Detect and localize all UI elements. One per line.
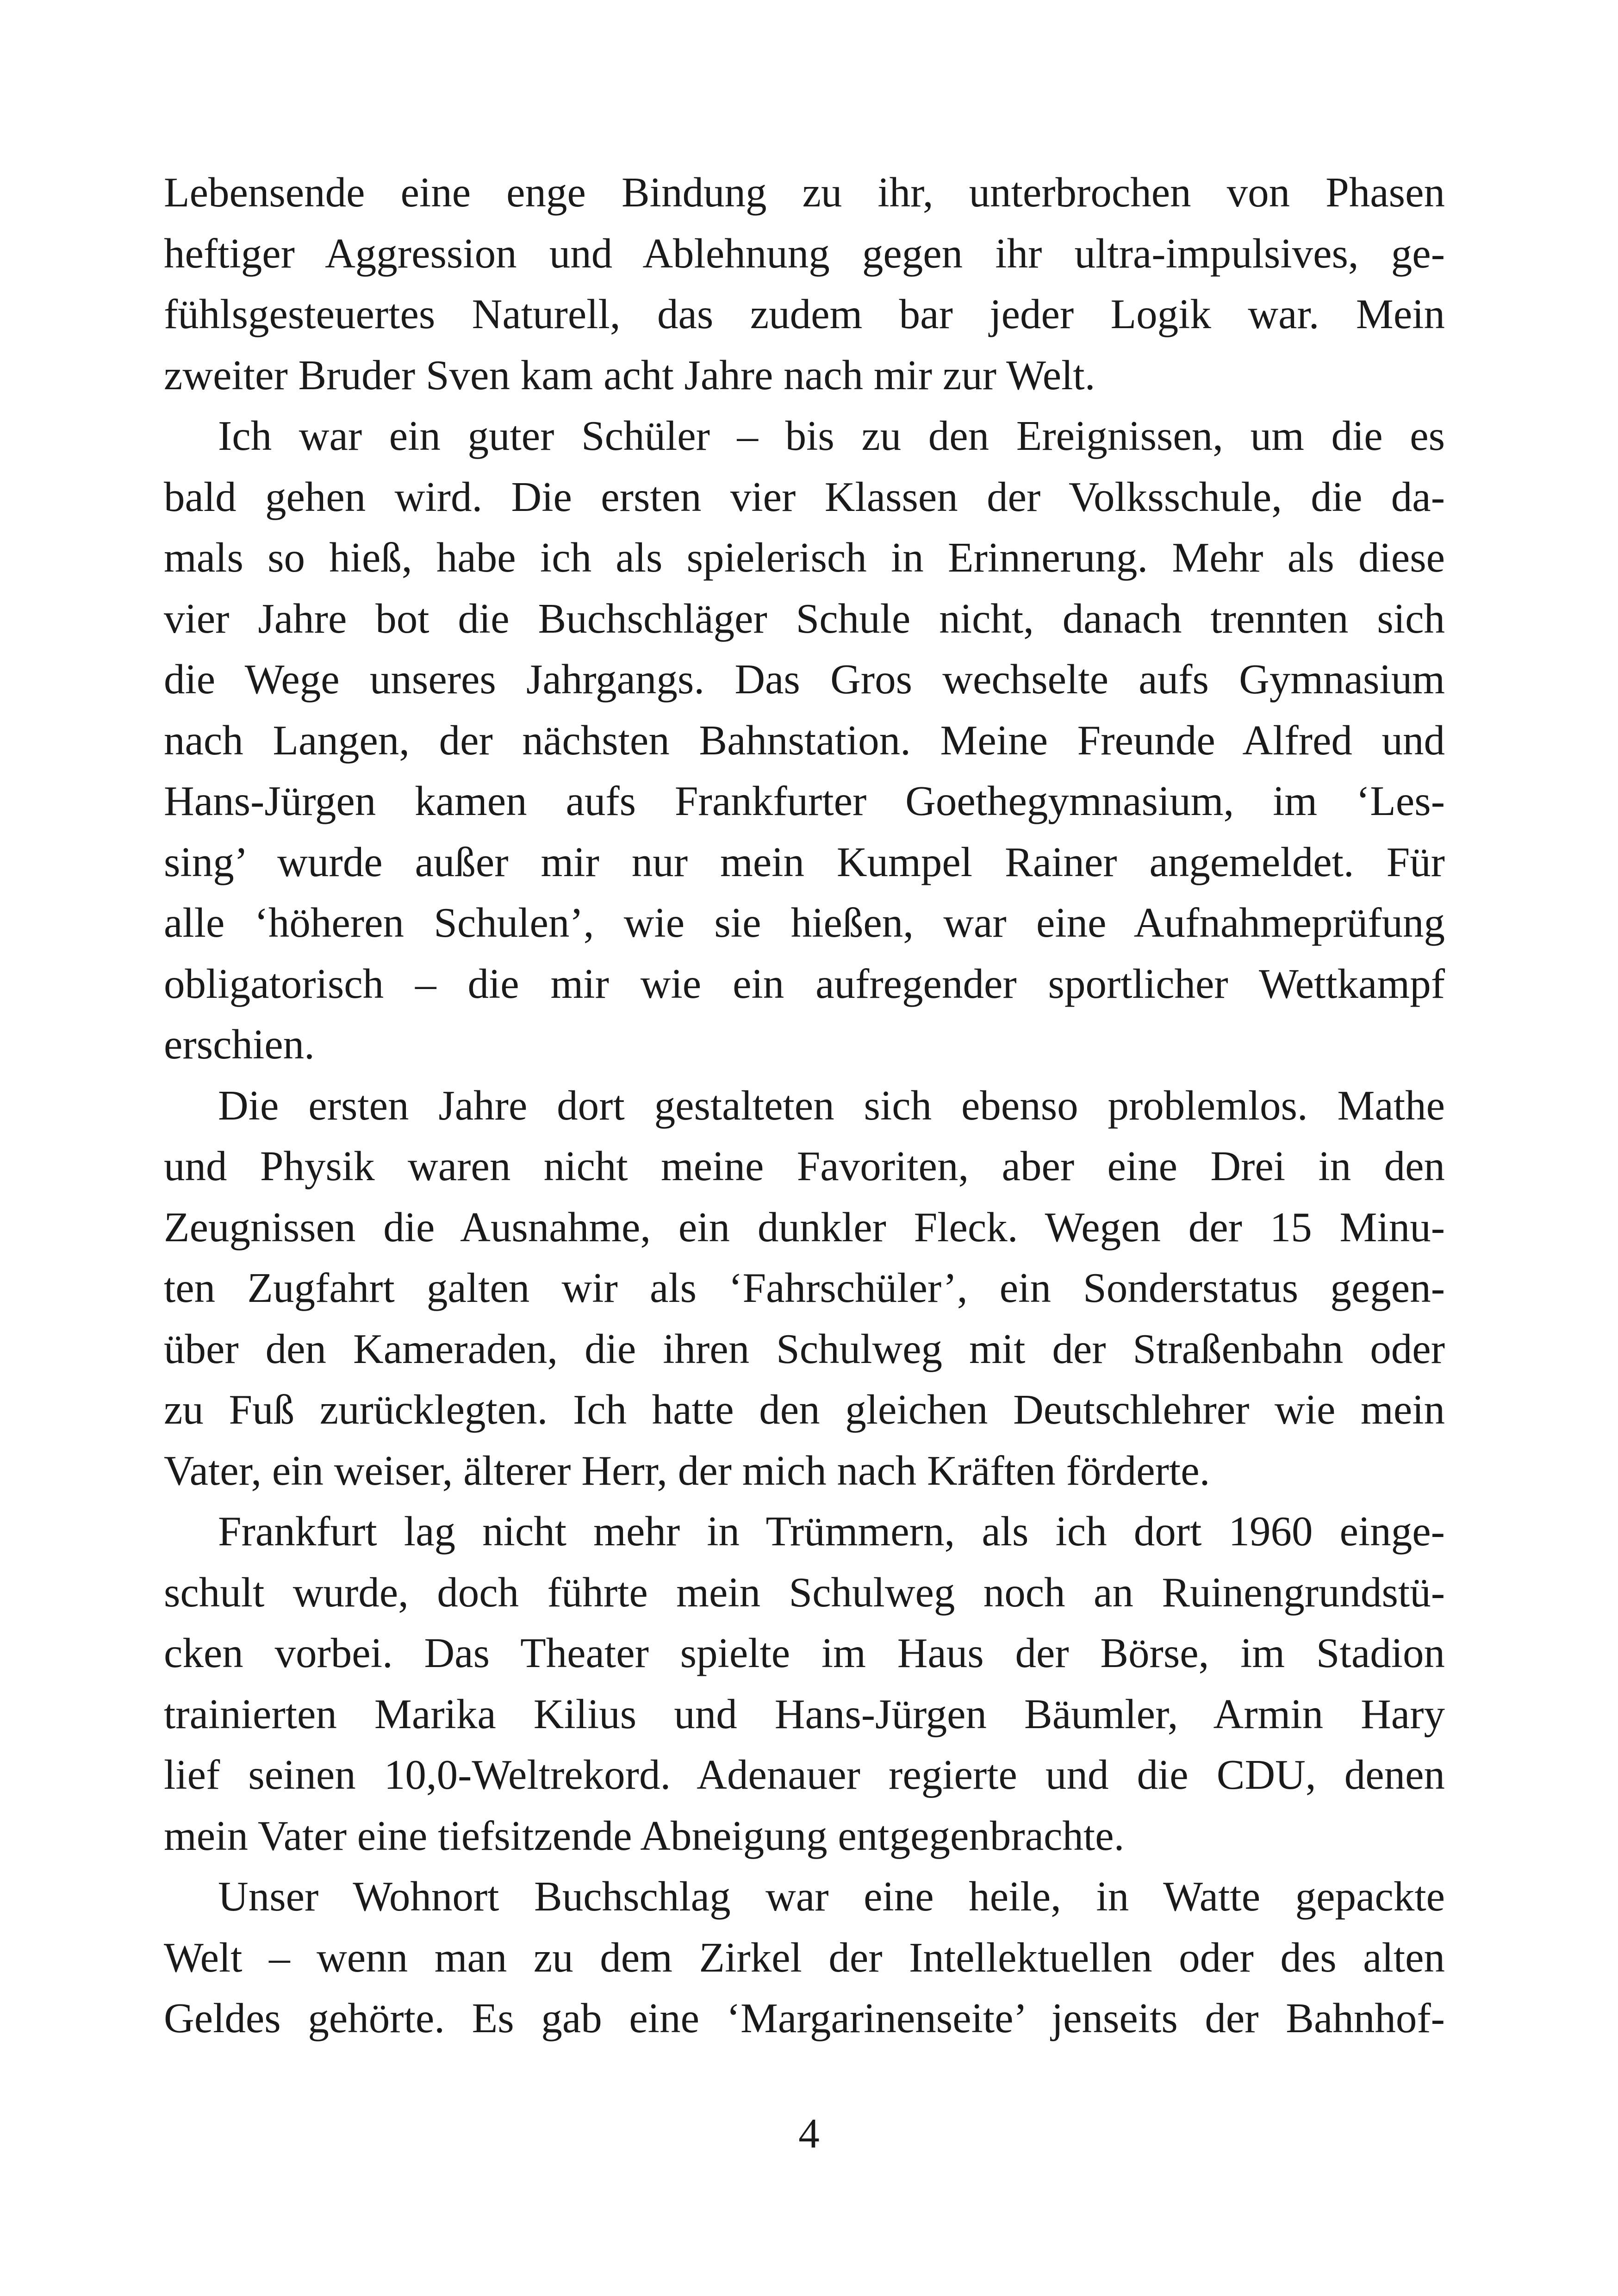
paragraph <box>164 405 1445 1075</box>
text-line: erschien. <box>164 1021 315 1068</box>
text-line: Welt – wenn man zu dem Zirkel der Intellektuellen oder des alten <box>164 1934 1445 1981</box>
text-line: schult wurde, doch führte mein Schulweg noch an Ruinengrundstü- <box>164 1568 1445 1616</box>
text-line: vier Jahre bot die Buchschläger Schule nicht, danach trennten sich <box>164 595 1445 642</box>
text-line: zu Fuß zurücklegten. Ich hatte den gleichen Deutschlehrer wie mein <box>164 1386 1445 1433</box>
text-line: bald gehen wird. Die ersten vier Klassen der Volksschule, die da- <box>164 473 1445 520</box>
body-text <box>164 162 1445 2049</box>
text-line: trainierten Marika Kilius und Hans-Jürgen Bäumler, Armin Hary <box>164 1690 1445 1737</box>
text-line: die Wege unseres Jahrgangs. Das Gros wechselte aufs Gymnasium <box>164 656 1445 703</box>
text-line: nach Langen, der nächsten Bahnstation. Meine Freunde Alfred und <box>164 716 1445 764</box>
page-number: 4 <box>798 2110 820 2157</box>
text-line: Ich war ein guter Schüler – bis zu den Ereignissen, um die es <box>218 412 1445 459</box>
text-line: mals so hieß, habe ich als spielerisch in Erinnerung. Mehr als diese <box>164 534 1445 581</box>
text-line: über den Kameraden, die ihren Schulweg mit der Straßenbahn oder <box>164 1325 1445 1372</box>
text-line: fühlsgesteuertes Naturell, das zudem bar jeder Logik war. Mein <box>164 291 1445 337</box>
text-line: Frankfurt lag nicht mehr in Trümmern, als ich dort 1960 einge- <box>218 1508 1445 1555</box>
text-line: heftiger Aggression und Ablehnung gegen ihr ultra-impulsives, ge- <box>164 230 1445 277</box>
paragraph <box>164 1866 1445 2049</box>
text-line: cken vorbei. Das Theater spielte im Haus der Börse, im Stadion <box>164 1630 1445 1676</box>
text-line: Unser Wohnort Buchschlag war eine heile, in Watte gepackte <box>218 1873 1445 1920</box>
paragraph <box>164 162 1445 405</box>
text-line: mein Vater eine tiefsitzende Abneigung entgegenbrachte. <box>164 1812 1125 1859</box>
text-line: Zeugnissen die Ausnahme, ein dunkler Fleck. Wegen der 15 Minu- <box>164 1203 1445 1251</box>
text-line: obligatorisch – die mir wie ein aufregender sportlicher Wettkampf <box>164 960 1445 1007</box>
text-line: zweiter Bruder Sven kam acht Jahre nach mir zur Welt. <box>164 351 1095 398</box>
text-line: Hans-Jürgen kamen aufs Frankfurter Goethegymnasium, im ‘Les- <box>164 778 1445 824</box>
paragraph <box>164 1075 1445 1501</box>
paragraph <box>164 1501 1445 1866</box>
text-line: Vater, ein weiser, älterer Herr, der mich nach Kräften förderte. <box>164 1447 1210 1494</box>
text-line: Geldes gehörte. Es gab eine ‘Margarinenseite’ jenseits der Bahnhof- <box>164 1995 1445 2041</box>
text-line: alle ‘höheren Schulen’, wie sie hießen, war eine Aufnahmeprüfung <box>164 899 1445 946</box>
text-line: und Physik waren nicht meine Favoriten, aber eine Drei in den <box>164 1143 1445 1189</box>
text-line: sing’ wurde außer mir nur mein Kumpel Rainer angemeldet. Für <box>164 838 1445 885</box>
text-line: ten Zugfahrt galten wir als ‘Fahrschüler’, ein Sonderstatus gegen- <box>164 1264 1445 1311</box>
text-line: Die ersten Jahre dort gestalteten sich ebenso problemlos. Mathe <box>218 1082 1445 1129</box>
text-line: lief seinen 10,0-Weltrekord. Adenauer regierte und die CDU, denen <box>164 1751 1445 1798</box>
text-line: Lebensende eine enge Bindung zu ihr, unterbrochen von Phasen <box>164 169 1445 216</box>
